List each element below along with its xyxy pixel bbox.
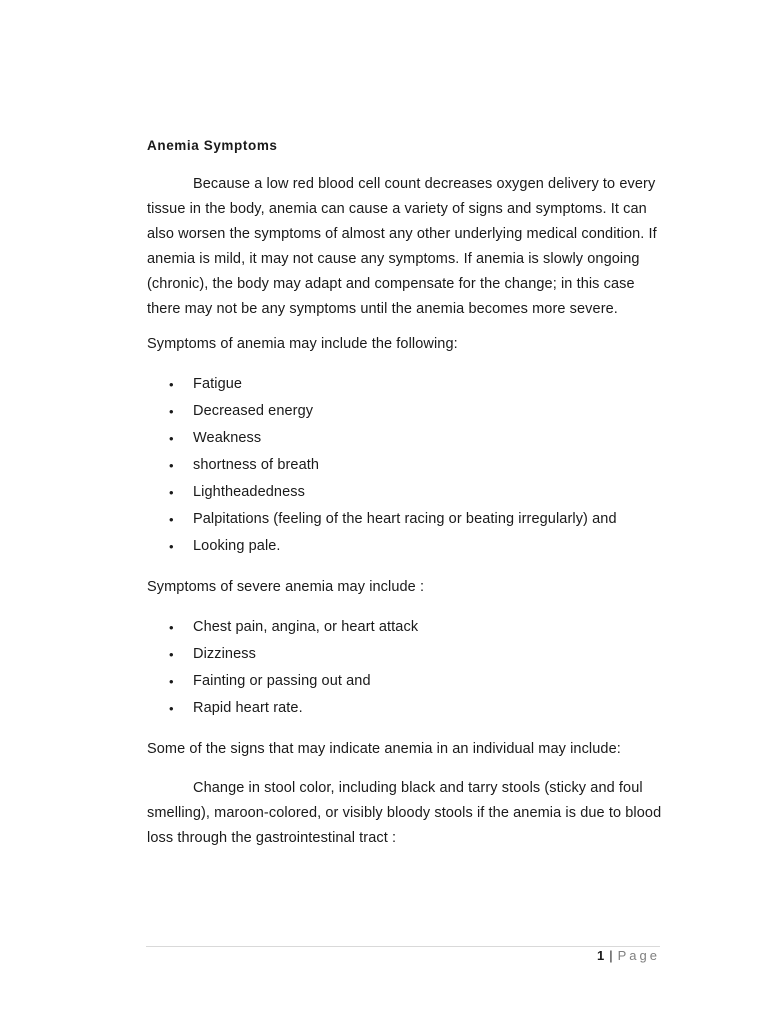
signs-paragraph: Change in stool color, including black and tarry stools (sticky and foul smelling), maroon-colored, or visibly bloody stools if the anemia is due to blood loss through the gastrointestinal tract : — [147, 780, 662, 846]
intro-paragraph: Because a low red blood cell count decreases oxygen delivery to every tissue in the body, anemia can cause a variety of signs and symptoms. It can also worsen the symptoms of almost any other underlying medical condition. If anemia is mild, it may not cause any symptoms. If anemia is slowly ongoing (chronic), the body may adapt and compensate for the change; in this case there may not be any symptoms until the anemia becomes more severe. — [147, 176, 657, 317]
page-footer — [597, 948, 660, 964]
list-item: • Dizziness — [147, 641, 667, 668]
footer-separator: | — [609, 948, 613, 963]
page-number: 1 — [597, 948, 605, 963]
page-label: Page — [617, 948, 660, 963]
list-item: • Looking pale. — [147, 533, 667, 560]
severe-symptoms-list — [147, 614, 667, 722]
signs-lead: Some of the signs that may indicate anemia in an individual may include: — [147, 741, 621, 757]
list-item: • Palpitations (feeling of the heart racing or beating irregularly) and — [147, 506, 667, 533]
footer-divider — [146, 946, 660, 947]
document-body — [147, 136, 667, 863]
symptoms-lead: Symptoms of anemia may include the following: — [147, 336, 458, 352]
list-item: • Rapid heart rate. — [147, 695, 667, 722]
list-item: • Fatigue — [147, 371, 667, 398]
page-title: Anemia Symptoms — [147, 138, 278, 153]
list-item: • Weakness — [147, 425, 667, 452]
list-item: • Chest pain, angina, or heart attack — [147, 614, 667, 641]
list-item: • Decreased energy — [147, 398, 667, 425]
list-item: • shortness of breath — [147, 452, 667, 479]
symptoms-list — [147, 371, 667, 560]
severe-symptoms-lead: Symptoms of severe anemia may include : — [147, 579, 425, 595]
list-item: • Fainting or passing out and — [147, 668, 667, 695]
list-item: • Lightheadedness — [147, 479, 667, 506]
